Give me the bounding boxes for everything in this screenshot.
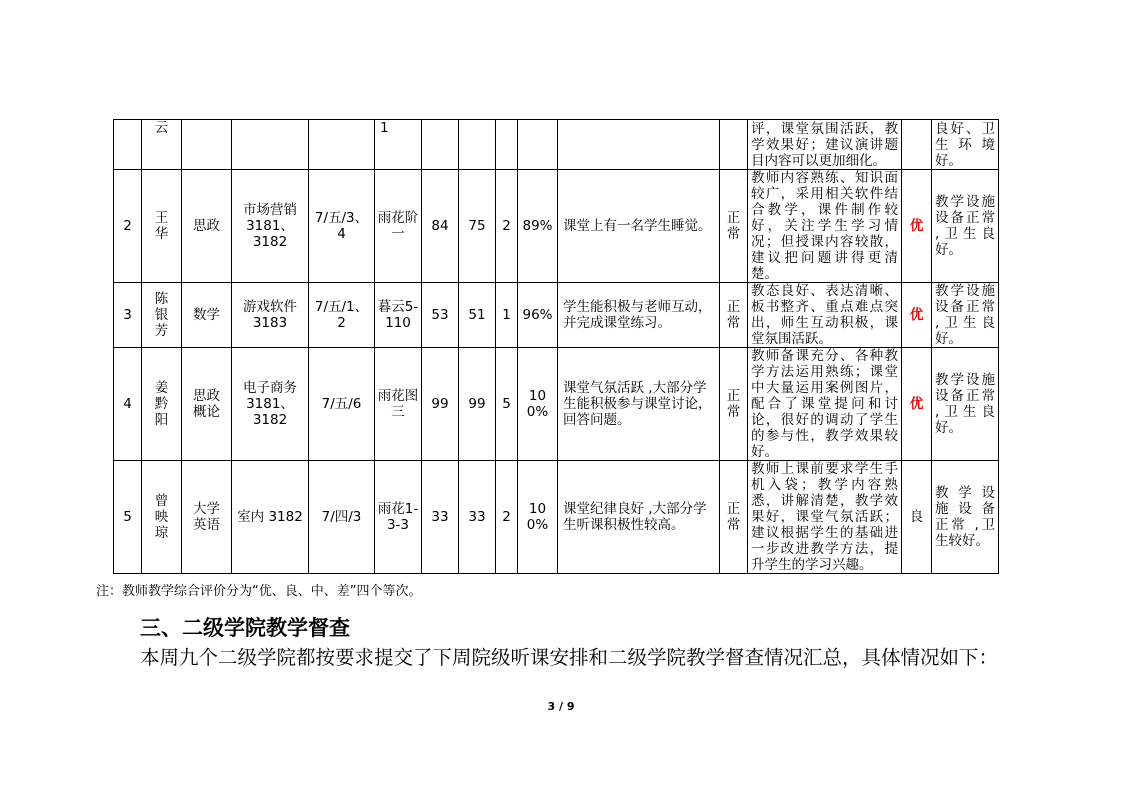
actual-count: 75: [459, 170, 496, 283]
table-row: [114, 348, 999, 461]
class-order: 正常: [720, 283, 748, 348]
class-time: [309, 120, 375, 170]
grade: 优: [902, 348, 932, 461]
classroom: 1: [375, 120, 422, 170]
course: 思政: [182, 170, 232, 283]
grade: [902, 120, 932, 170]
facility-status: 教学设施设备正常 ,卫生良好。: [932, 283, 999, 348]
expected-count: 33: [422, 461, 459, 574]
actual-count: [459, 120, 496, 170]
class-time: 7/五/6: [309, 348, 375, 461]
class-situation: 课堂上有一名学生睡觉。: [558, 170, 720, 283]
classroom: 雨花1-3-3: [375, 461, 422, 574]
course: 大学英语: [182, 461, 232, 574]
expected-count: 99: [422, 348, 459, 461]
section-heading: 三、二级学院教学督查: [140, 616, 350, 640]
course: 思政概论: [182, 348, 232, 461]
attendance-rate: 100%: [518, 461, 558, 574]
grade: 良: [902, 461, 932, 574]
table-row: [114, 461, 999, 574]
teacher-name: 陈银芳: [142, 283, 182, 348]
classroom: 雨花阶一: [375, 170, 422, 283]
class-name: [232, 120, 309, 170]
grade: 优: [902, 170, 932, 283]
class-name: 室内 3182: [232, 461, 309, 574]
facility-status: 教 学 设施 设 备正常 ,卫生较好。: [932, 461, 999, 574]
teaching-evaluation: 教师上课前要求学生手机入袋；教学内容熟悉，讲解清楚，教学效果好，课堂气氛活跃；建议根据学生的基础进一步改进教学方法，提升学生的学习兴趣。: [748, 461, 902, 574]
class-order: 正常: [720, 348, 748, 461]
class-situation: [558, 120, 720, 170]
class-situation: 课堂纪律良好 ,大部分学生听课积极性较高。: [558, 461, 720, 574]
facility-status: 良好、卫生 环 境好。: [932, 120, 999, 170]
table-row: [114, 120, 999, 170]
row-no: 5: [114, 461, 142, 574]
facility-status: 教学设施设备正常 ,卫生良好。: [932, 170, 999, 283]
course: [182, 120, 232, 170]
absent-count: 5: [496, 348, 518, 461]
row-no: 4: [114, 348, 142, 461]
course: 数学: [182, 283, 232, 348]
class-order: 正常: [720, 170, 748, 283]
class-situation: 学生能积极与老师互动，并完成课堂练习。: [558, 283, 720, 348]
actual-count: 99: [459, 348, 496, 461]
attendance-rate: 100%: [518, 348, 558, 461]
expected-count: [422, 120, 459, 170]
actual-count: 33: [459, 461, 496, 574]
inspection-table: [113, 119, 999, 574]
classroom: 雨花图三: [375, 348, 422, 461]
class-time: 7/五/3、4: [309, 170, 375, 283]
teaching-evaluation: 教师备课充分、各种教学方法运用熟练；课堂中大量运用案例图片，配合了课堂提问和讨论，很好的调动了学生的参与性，教学效果较好。: [748, 348, 902, 461]
teaching-evaluation: 评，课堂氛围活跃，教学效果好；建议演讲题目内容可以更加细化。: [748, 120, 902, 170]
classroom: 暮云5-110: [375, 283, 422, 348]
grade: 优: [902, 283, 932, 348]
teaching-evaluation: 教态良好、表达清晰、板书整齐、重点难点突出，师生互动积极，课堂氛围活跃。: [748, 283, 902, 348]
teacher-name: 姜黔阳: [142, 348, 182, 461]
class-situation: 课堂气氛活跃 ,大部分学生能积极参与课堂讨论，回答问题。: [558, 348, 720, 461]
class-name: 市场营销3181、3182: [232, 170, 309, 283]
table-row: [114, 283, 999, 348]
class-name: 游戏软件3183: [232, 283, 309, 348]
absent-count: 1: [496, 283, 518, 348]
absent-count: [496, 120, 518, 170]
expected-count: 84: [422, 170, 459, 283]
facility-status: 教学设施设备正常 ,卫生良好。: [932, 348, 999, 461]
section-paragraph: 本周九个二级学院都按要求提交了下周院级听课安排和二级学院教学督查情况汇总，具体情况如下：: [140, 646, 999, 669]
teaching-evaluation: 教师内容熟练、知识面较广，采用相关软件结合教学，课件制作较好，关注学生学习情况；但授课内容较散，建议把问题讲得更清楚。: [748, 170, 902, 283]
absent-count: 2: [496, 461, 518, 574]
teacher-name: 云: [142, 120, 182, 170]
actual-count: 51: [459, 283, 496, 348]
expected-count: 53: [422, 283, 459, 348]
table-row: [114, 170, 999, 283]
attendance-rate: 96%: [518, 283, 558, 348]
class-time: 7/五/1、2: [309, 283, 375, 348]
row-no: [114, 120, 142, 170]
absent-count: 2: [496, 170, 518, 283]
teacher-name: 曾映琼: [142, 461, 182, 574]
attendance-rate: 89%: [518, 170, 558, 283]
class-time: 7/四/3: [309, 461, 375, 574]
teacher-name: 王华: [142, 170, 182, 283]
row-no: 2: [114, 170, 142, 283]
class-order: 正常: [720, 461, 748, 574]
row-no: 3: [114, 283, 142, 348]
class-name: 电子商务3181、3182: [232, 348, 309, 461]
attendance-rate: [518, 120, 558, 170]
grading-note: 注：教师教学综合评价分为“优、良、中、差”四个等次。: [96, 584, 422, 599]
class-order: [720, 120, 748, 170]
page-number: 3 / 9: [547, 700, 575, 713]
